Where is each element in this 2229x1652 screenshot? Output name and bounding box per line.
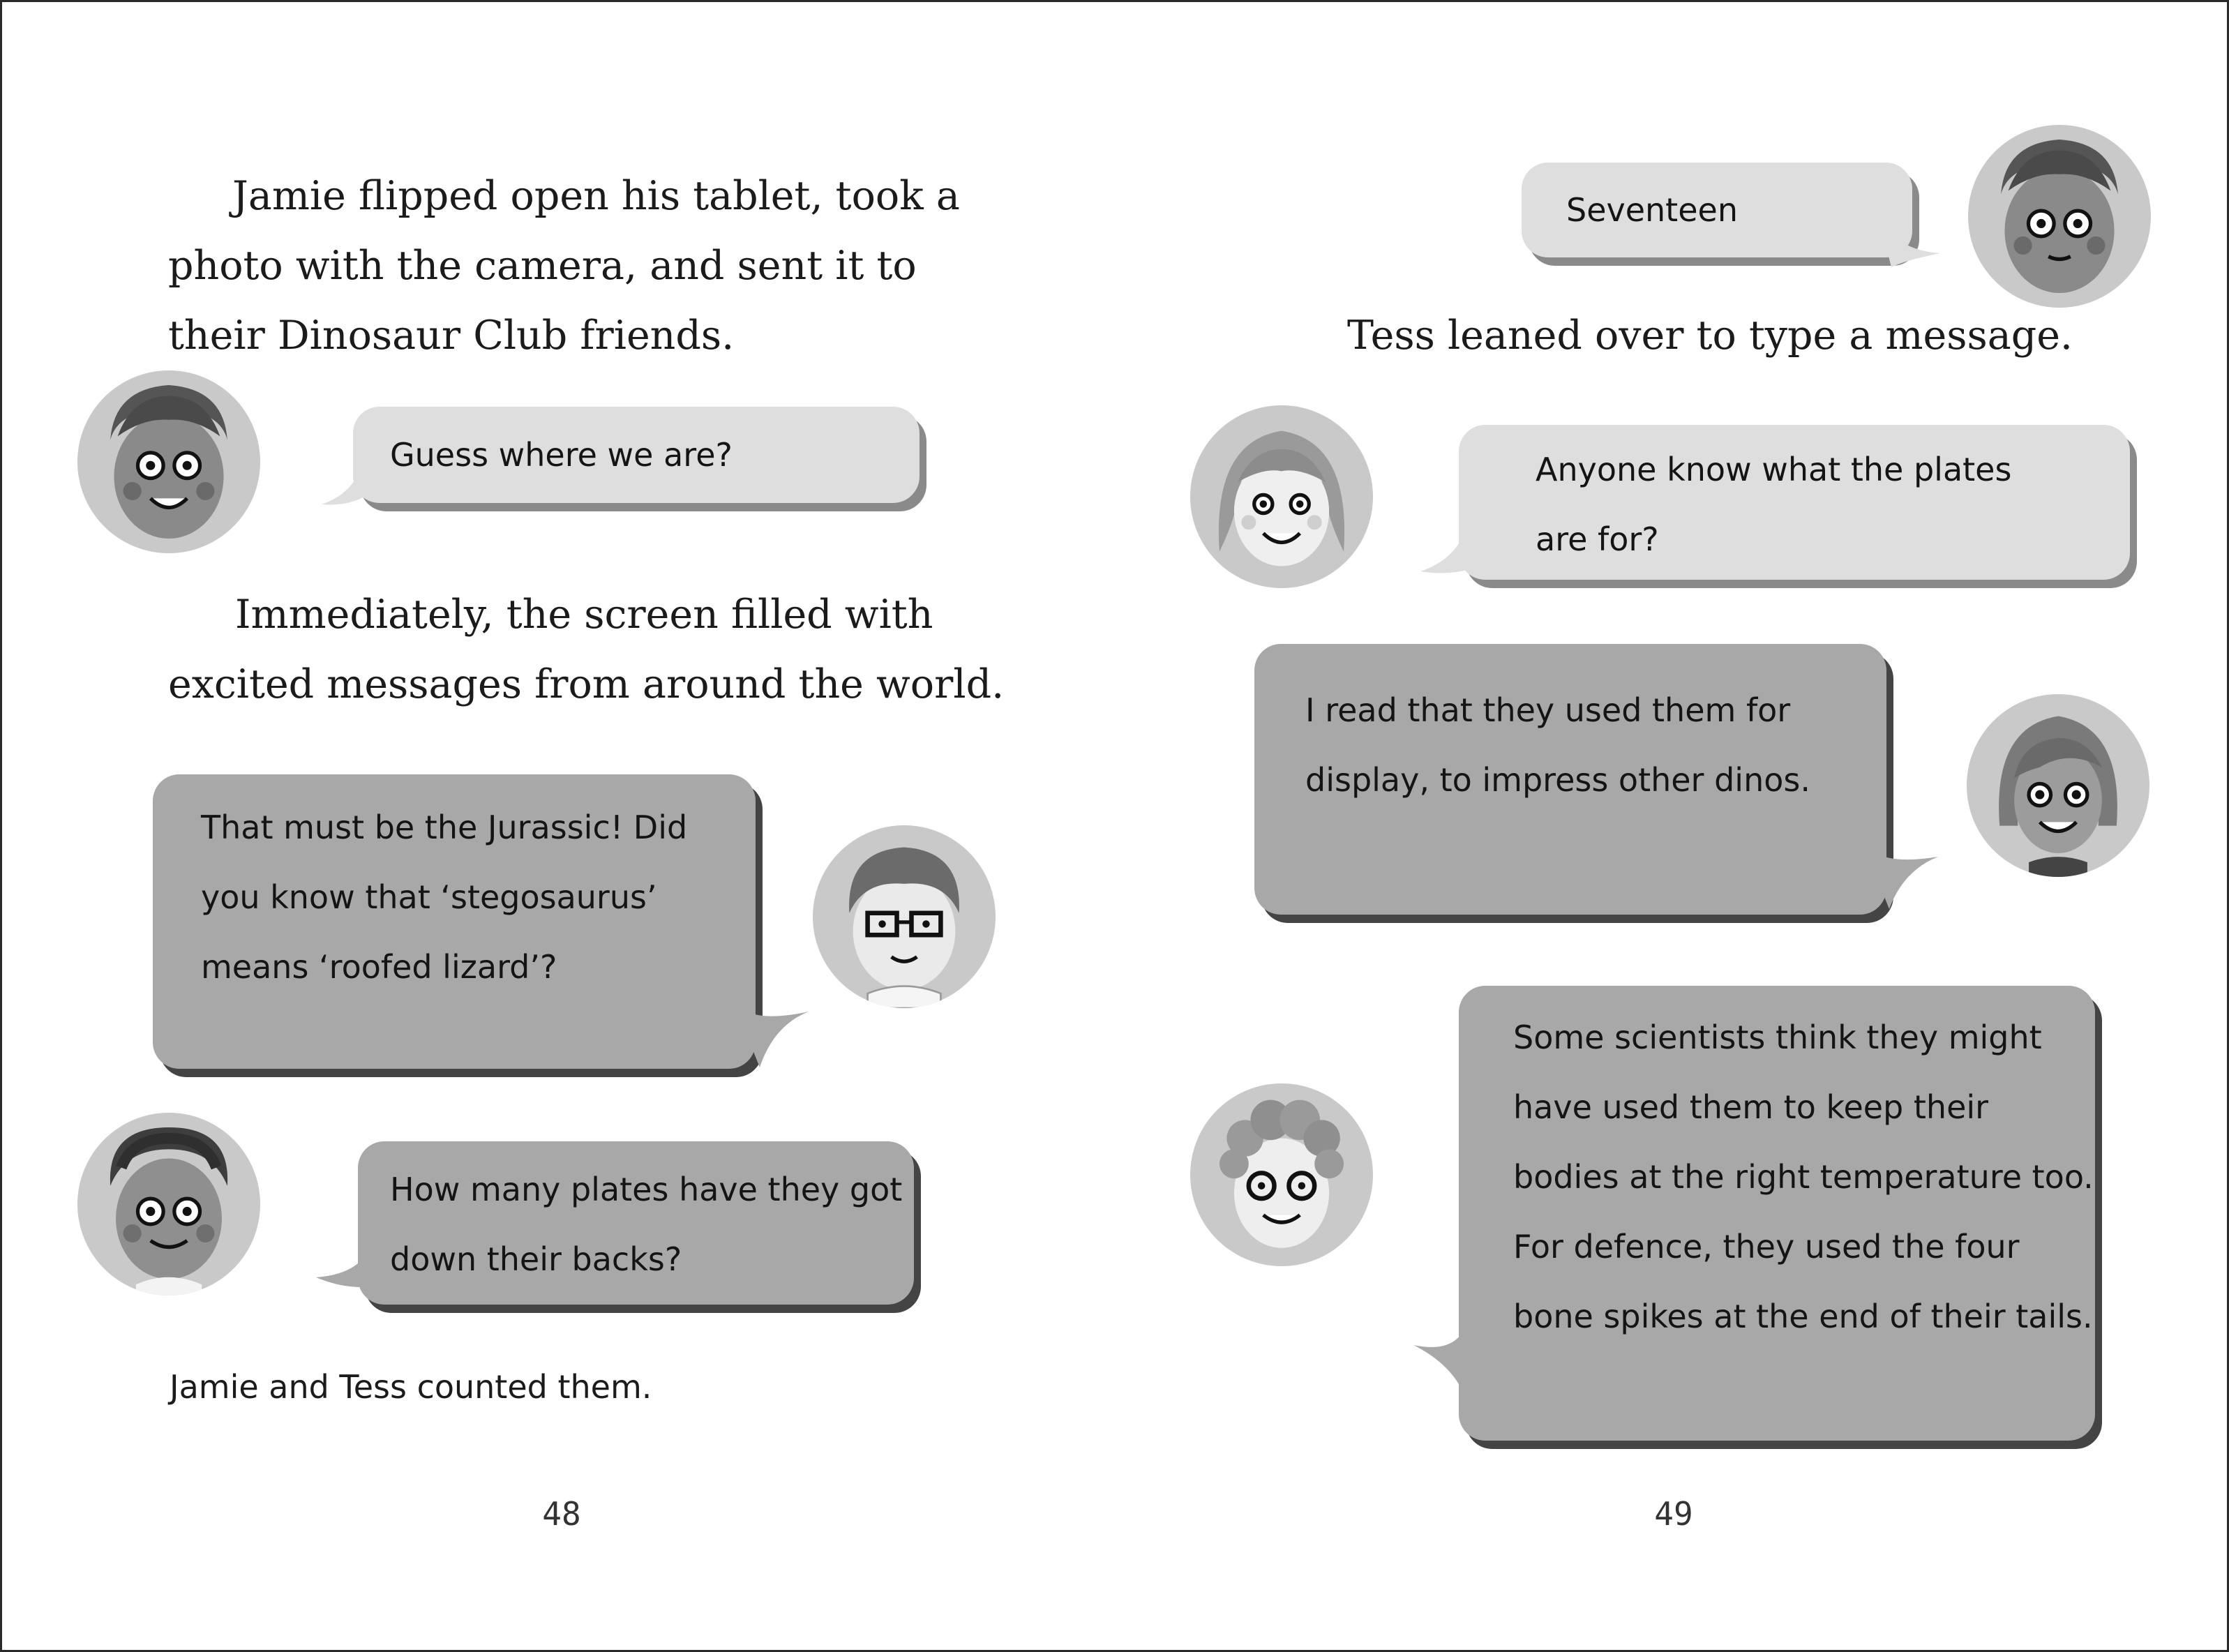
- bubble-text: [390, 1155, 902, 1294]
- chat-bubble-anyone-know: [1459, 425, 2130, 580]
- closing-line: Jamie and Tess counted them.: [170, 1368, 652, 1406]
- text-line: That must be the Jurassic! Did: [201, 809, 688, 846]
- text-line: For defence, they used the four: [1513, 1228, 2020, 1266]
- text-line: bodies at the right temperature too.: [1513, 1158, 2094, 1196]
- tess-avatar-icon: [1190, 405, 1373, 588]
- bubble-text: [1305, 675, 1810, 815]
- text-line: Immediately, the screen filled with: [235, 592, 933, 638]
- text-line: Anyone know what the plates: [1536, 451, 2012, 488]
- page-number-right: 49: [1654, 1495, 1693, 1533]
- jamie-avatar-icon: [1968, 125, 2151, 308]
- bubble-text: [201, 793, 687, 1002]
- curly-glasses-boy-avatar-icon: [1190, 1083, 1373, 1266]
- chat-bubble-display: [1254, 644, 1886, 915]
- text-line: are for?: [1536, 520, 1659, 558]
- chat-bubble-jurassic: [153, 774, 756, 1069]
- text-line: Tess leaned over to type a message.: [1347, 313, 2073, 359]
- glasses-boy-avatar-icon: [813, 825, 996, 1008]
- bubble-text: [1513, 1003, 2094, 1351]
- text-line: How many plates have they got: [390, 1171, 903, 1208]
- text-line: Seventeen: [1566, 191, 1738, 229]
- jamie-avatar-icon: [77, 370, 260, 553]
- left-paragraph-2: [168, 580, 1004, 719]
- text-line: means ‘roofed lizard’?: [201, 948, 557, 986]
- left-paragraph-1: [168, 161, 960, 370]
- text-line: Some scientists think they might: [1513, 1019, 2042, 1056]
- braided-boy-avatar-icon: [77, 1113, 260, 1296]
- bob-hair-girl-avatar-icon: [1967, 694, 2149, 877]
- text-line: down their backs?: [390, 1240, 682, 1278]
- text-line: bone spikes at the end of their tails.: [1513, 1298, 2093, 1335]
- page-number-left: 48: [542, 1495, 581, 1533]
- bubble-text: [1536, 435, 2011, 574]
- text-line: you know that ‘stegosaurus’: [201, 878, 657, 916]
- text-line: I read that they used them for: [1305, 691, 1791, 729]
- text-line: Guess where we are?: [390, 436, 733, 474]
- bubble-text: [390, 420, 733, 490]
- chat-bubble-scientists: [1459, 986, 2095, 1441]
- text-line: excited messages from around the world.: [168, 661, 1005, 707]
- chat-bubble-how-many: [358, 1141, 914, 1305]
- text-line: Jamie flipped open his tablet, took a: [232, 173, 960, 219]
- text-line: have used them to keep their: [1513, 1088, 1989, 1126]
- right-paragraph-1: [1347, 301, 2073, 370]
- chat-bubble-guess: [353, 407, 920, 503]
- chat-bubble-seventeen: [1522, 163, 1912, 257]
- text-line: display, to impress other dinos.: [1305, 761, 1810, 799]
- text-line: their Dinosaur Club friends.: [168, 313, 735, 359]
- bubble-text: [1566, 175, 1738, 245]
- text-line: photo with the camera, and sent it to: [168, 243, 917, 289]
